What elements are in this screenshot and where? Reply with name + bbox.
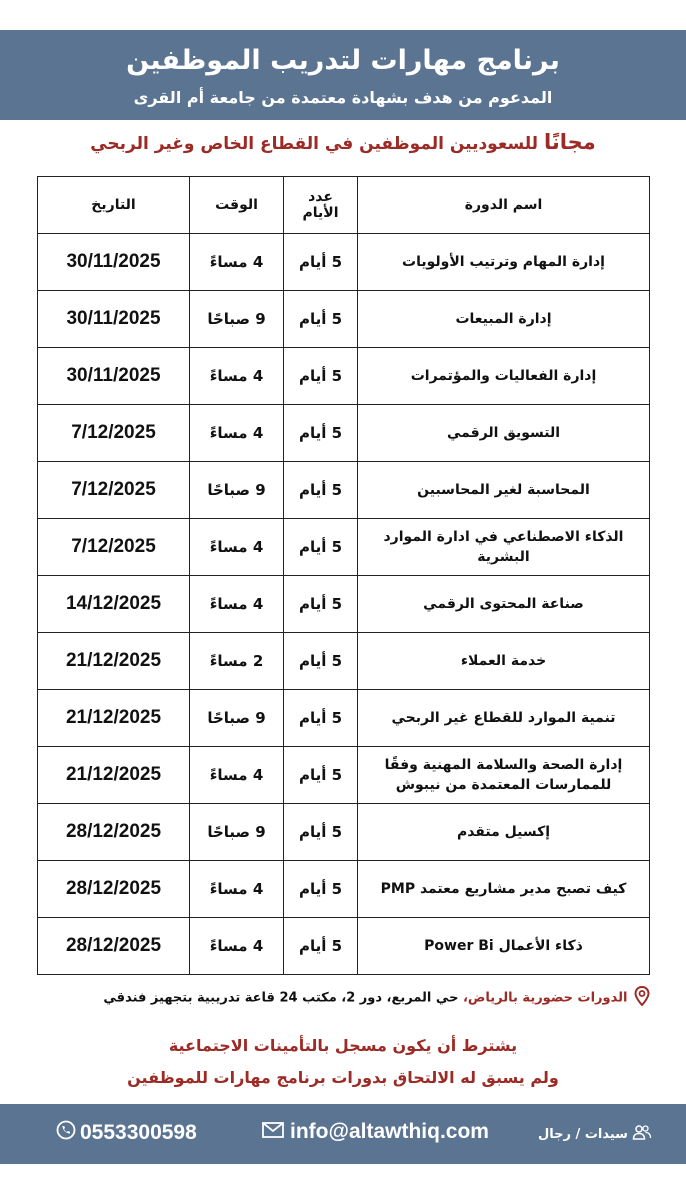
time-cell: 2 مساءً [190,633,284,690]
table-row [38,747,650,804]
days-cell: 5 أيام [284,633,358,690]
location-city: الدورات حضورية بالرياض، [462,990,628,1006]
time-cell: 4 مساءً [190,405,284,462]
audience-label [538,1124,652,1144]
days-cell: 5 أيام [284,519,358,576]
phone-number: 0553300598 [80,1121,197,1144]
people-icon [632,1124,652,1144]
date-cell: 28/12/2025 [38,918,190,975]
time-cell: 9 صباحًا [190,690,284,747]
date-cell: 30/11/2025 [38,348,190,405]
course-name-cell: التسويق الرقمي [358,405,650,462]
date-cell: 30/11/2025 [38,234,190,291]
course-name-cell: إكسيل متقدم [358,804,650,861]
course-name-cell: ذكاء الأعمال Power Bi [358,918,650,975]
course-name-cell: الذكاء الاصطناعي في ادارة الموارد البشرية [358,519,650,576]
header-time: الوقت [190,177,284,234]
time-cell: 4 مساءً [190,234,284,291]
eligibility-text: للسعوديين الموظفين في القطاع الخاص وغير الربحي [90,134,539,154]
email-contact[interactable] [262,1120,489,1144]
free-word: مجانًا [543,130,596,154]
days-cell: 5 أيام [284,462,358,519]
conditions [0,1030,686,1094]
date-cell: 7/12/2025 [38,462,190,519]
days-cell: 5 أيام [284,291,358,348]
table-row [38,234,650,291]
course-name-cell: إدارة المهام وترتيب الأولويات [358,234,650,291]
time-cell: 4 مساءً [190,747,284,804]
location-address: حي المربع، دور 2، مكتب 24 قاعة تدريبية بتجهيز فندقي [103,990,459,1006]
course-name-cell: خدمة العملاء [358,633,650,690]
time-cell: 4 مساءً [190,576,284,633]
days-cell: 5 أيام [284,576,358,633]
days-cell: 5 أيام [284,690,358,747]
date-cell: 21/12/2025 [38,633,190,690]
header-days-line1: عدد [308,189,333,205]
date-cell: 7/12/2025 [38,519,190,576]
header-course-name: اسم الدورة [358,177,650,234]
header-days [284,177,358,234]
time-cell: 4 مساءً [190,519,284,576]
header-date: التاريخ [38,177,190,234]
time-cell: 4 مساءً [190,861,284,918]
location-pin-icon [634,986,650,1010]
date-cell: 7/12/2025 [38,405,190,462]
days-cell: 5 أيام [284,918,358,975]
table-row [38,291,650,348]
page-title: برنامج مهارات لتدريب الموظفين [126,45,560,76]
page-subtitle: المدعوم من هدف بشهادة معتمدة من جامعة أم القرى [133,88,553,107]
time-cell: 9 صباحًا [190,291,284,348]
table-row [38,918,650,975]
table-row [38,405,650,462]
phone-contact[interactable] [56,1120,197,1146]
header-days-line2: الأيام [302,205,339,221]
course-name-cell: إدارة الفعاليات والمؤتمرات [358,348,650,405]
envelope-icon [262,1120,284,1144]
table-row [38,633,650,690]
location-line [50,986,650,1010]
days-cell: 5 أيام [284,348,358,405]
days-cell: 5 أيام [284,861,358,918]
course-name-cell: كيف تصبح مدير مشاريع معتمد PMP [358,861,650,918]
time-cell: 4 مساءً [190,348,284,405]
audience-text: سيدات / رجال [538,1126,628,1142]
date-cell: 30/11/2025 [38,291,190,348]
table-row [38,462,650,519]
table-row [38,861,650,918]
header-banner [0,30,686,120]
phone-icon [56,1120,76,1146]
time-cell: 9 صباحًا [190,804,284,861]
table-row [38,519,650,576]
course-name-cell: إدارة الصحة والسلامة المهنية وفقًا للممارسات المعتمدة من نيبوش [358,747,650,804]
table-row [38,348,650,405]
footer-banner [0,1104,686,1164]
time-cell: 4 مساءً [190,918,284,975]
date-cell: 21/12/2025 [38,747,190,804]
date-cell: 28/12/2025 [38,861,190,918]
table-row [38,576,650,633]
course-name-cell: تنمية الموارد للقطاع غير الربحي [358,690,650,747]
course-name-cell: صناعة المحتوى الرقمي [358,576,650,633]
table-row [38,804,650,861]
time-cell: 9 صباحًا [190,462,284,519]
date-cell: 21/12/2025 [38,690,190,747]
days-cell: 5 أيام [284,804,358,861]
eligibility-line [0,130,686,154]
table-header-row [38,177,650,234]
days-cell: 5 أيام [284,405,358,462]
days-cell: 5 أيام [284,747,358,804]
date-cell: 28/12/2025 [38,804,190,861]
condition-line-2: ولم يسبق له الالتحاق بدورات برنامج مهارات للموظفين [127,1068,559,1087]
course-name-cell: المحاسبة لغير المحاسبين [358,462,650,519]
condition-line-1: يشترط أن يكون مسجل بالتأمينات الاجتماعية [168,1036,518,1055]
email-address: info@altawthiq.com [290,1120,489,1143]
days-cell: 5 أيام [284,234,358,291]
date-cell: 14/12/2025 [38,576,190,633]
course-rows [38,234,650,975]
course-name-cell: إدارة المبيعات [358,291,650,348]
courses-table [37,176,650,975]
table-row [38,690,650,747]
